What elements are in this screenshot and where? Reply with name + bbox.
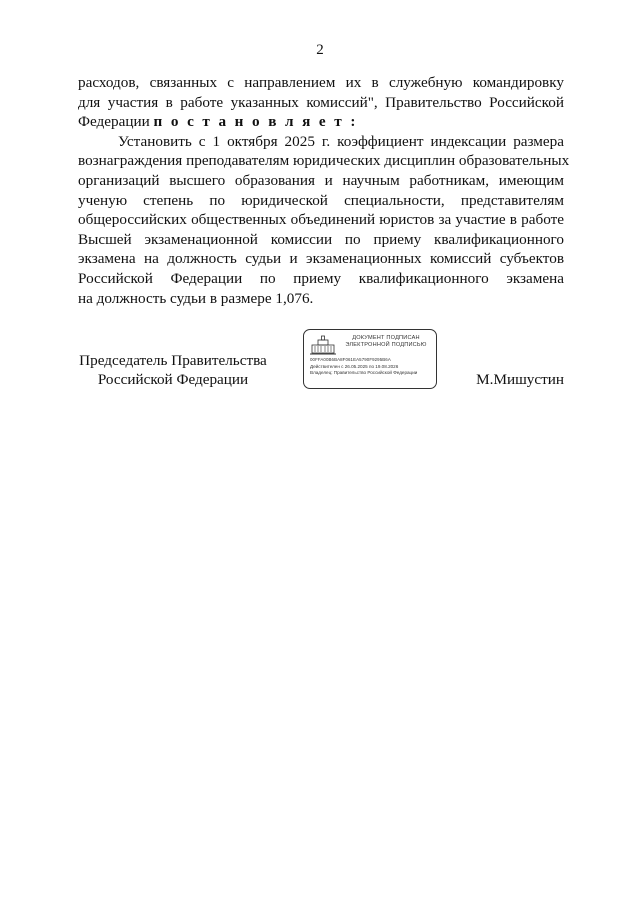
- order-line: на должность судьи в размере 1,076.: [78, 289, 314, 307]
- stamp-header-line: ЭЛЕКТРОННОЙ ПОДПИСЬЮ: [345, 342, 427, 348]
- paragraph-line-with-decree: [78, 112, 564, 132]
- signatory-title-line: Российской Федерации: [97, 371, 249, 388]
- electronic-signature-stamp: [303, 329, 437, 389]
- certificate-validity: Действителен с 26.05.2025 по 19.08.2026: [310, 364, 399, 369]
- order-line: ученую степень по юридической специальности, представителям: [78, 191, 564, 209]
- decree-word: п о с т а н о в л я е т :: [153, 113, 358, 131]
- order-line: общероссийских общественных объединений юристов за участие в работе: [78, 211, 564, 229]
- order-line: Российской Федерации по приему квалификационного экзамена: [78, 269, 564, 287]
- signatory-title-line: Председатель Правительства: [79, 352, 267, 369]
- paragraph-line: расходов, связанных с направлением их в служебную командировку: [78, 74, 564, 91]
- paragraph-line: для участия в работе указанных комиссий", Правительство Российской: [78, 93, 564, 111]
- certificate-owner: Владелец: Правительство Российской Федерации: [310, 370, 418, 375]
- stamp-header: [338, 335, 434, 349]
- government-building-icon: [310, 335, 336, 355]
- signatory-name: М.Мишустин: [476, 371, 564, 388]
- certificate-number: 00FFA00B6BA8F061EA5790F9295B6A: [310, 357, 391, 362]
- document-body: [78, 73, 570, 308]
- order-line: Высшей экзаменационной комиссии по приему квалификационного: [78, 230, 564, 248]
- order-line: Установить с 1 октября 2025 г. коэффициент индексации размера: [118, 132, 564, 150]
- signatory-title: [78, 351, 268, 389]
- stamp-header-line: ДОКУМЕНТ ПОДПИСАН: [352, 335, 420, 341]
- paragraph-line: Федерации: [78, 113, 150, 131]
- page-number: 2: [316, 42, 324, 58]
- order-line: вознаграждения преподавателям юридических дисциплин образовательных: [78, 152, 570, 170]
- order-line: организаций высшего образования и научным работникам, имеющим: [78, 171, 564, 189]
- order-line: экзамена на должность судьи и экзаменационных комиссий субъектов: [78, 250, 564, 268]
